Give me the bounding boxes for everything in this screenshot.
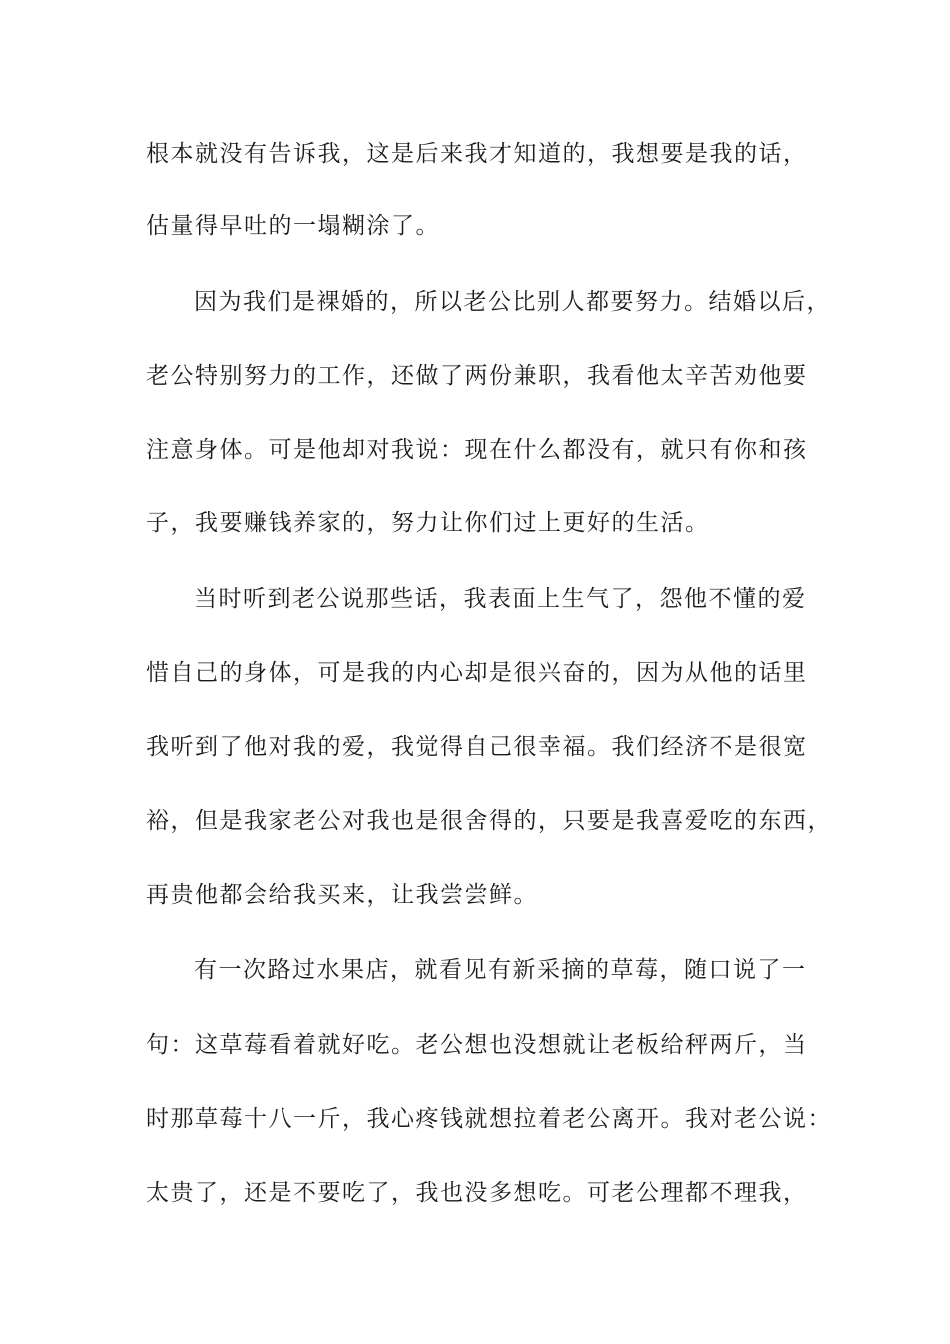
text-line: 老公特别努力的工作，还做了两份兼职，我看他太辛苦劝他要 <box>146 363 808 389</box>
text-line: 估量得早吐的一塌糊涂了。 <box>146 213 440 239</box>
text-line: 裕，但是我家老公对我也是很舍得的，只要是我喜爱吃的东西， <box>146 808 832 834</box>
text-line: 太贵了，还是不要吃了，我也没多想吃。可老公理都不理我， <box>146 1180 808 1206</box>
text-line: 子，我要赚钱养家的，努力让你们过上更好的生活。 <box>146 510 710 536</box>
paragraph-first-line: 当时听到老公说那些话，我表面上生气了，怨他不懂的爱 <box>194 586 807 612</box>
text-line: 时那草莓十八一斤，我心疼钱就想拉着老公离开。我对老公说： <box>146 1106 832 1132</box>
text-line: 句：这草莓看着就好吃。老公想也没想就让老板给秤两斤，当 <box>146 1032 808 1058</box>
paragraph-first-line: 有一次路过水果店，就看见有新采摘的草莓，随口说了一 <box>194 957 807 983</box>
text-line: 惜自己的身体，可是我的内心却是很兴奋的，因为从他的话里 <box>146 660 808 686</box>
text-line: 我听到了他对我的爱，我觉得自己很幸福。我们经济不是很宽 <box>146 734 808 760</box>
paragraph-first-line: 因为我们是裸婚的，所以老公比别人都要努力。结婚以后， <box>194 289 831 315</box>
text-line: 再贵他都会给我买来，让我尝尝鲜。 <box>146 882 538 908</box>
text-line: 注意身体。可是他却对我说：现在什么都没有，就只有你和孩 <box>146 437 808 463</box>
text-line: 根本就没有告诉我，这是后来我才知道的，我想要是我的话， <box>146 141 808 167</box>
